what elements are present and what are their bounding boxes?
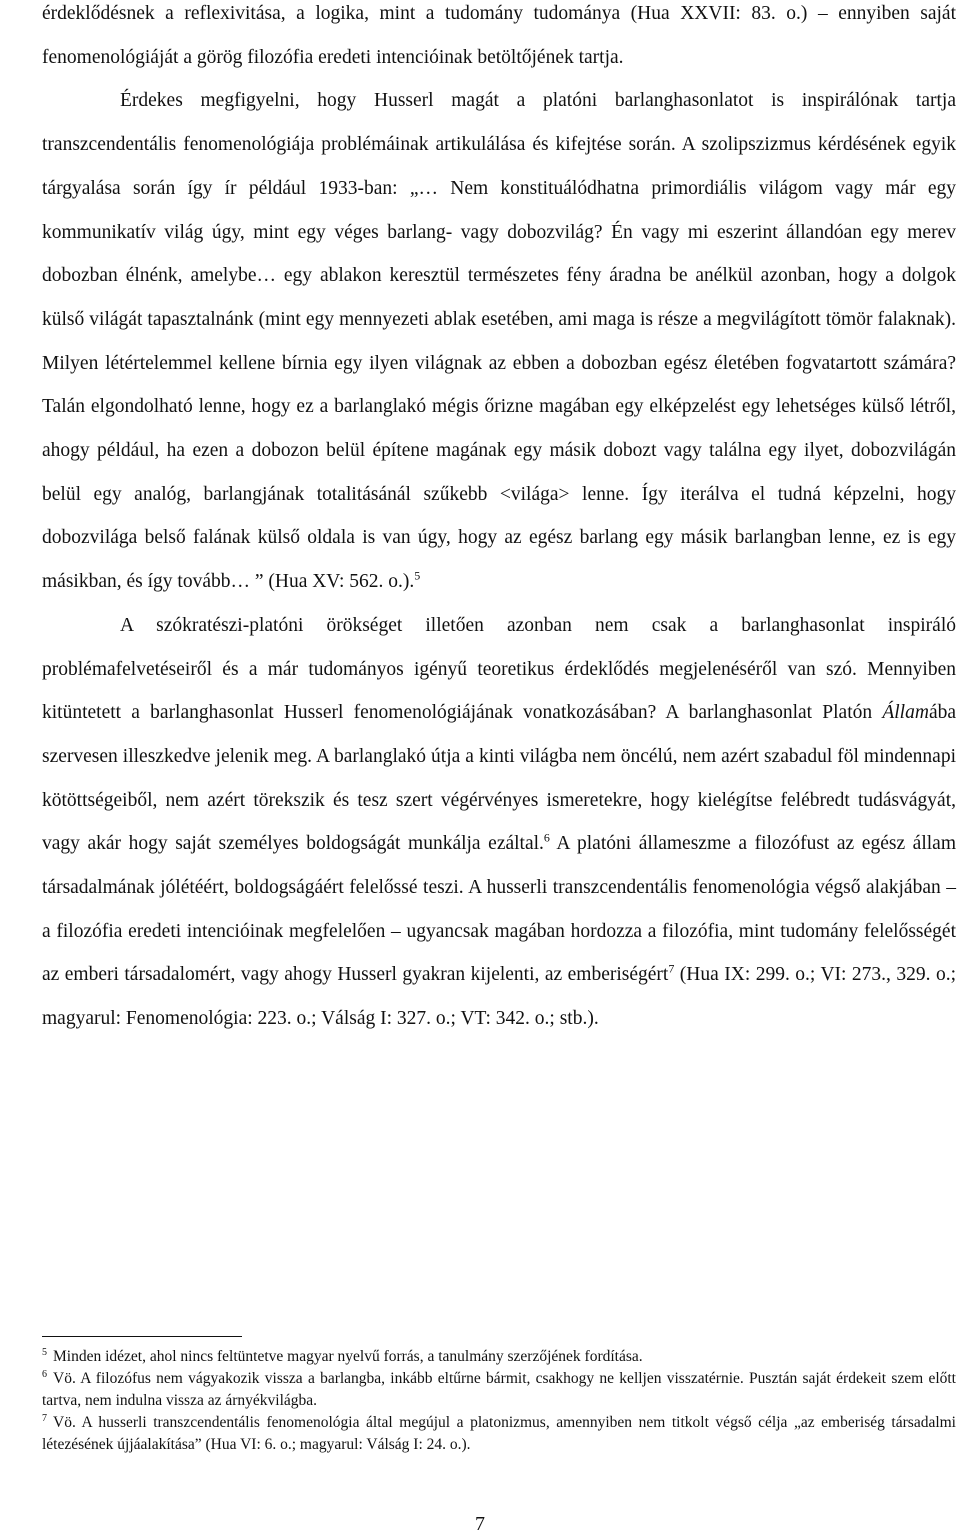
footnote-text: Vö. A husserli transzcendentális fenomenológia által megújul a platonizmus, amennyiben nem titkolt végső célja „az emberiség társadalmi létezésének újjáalakítása” (Hua VI: 6. o.; magyarul: Válság I: 24. o.). bbox=[42, 1414, 956, 1453]
paragraph-socratic-platonic bbox=[42, 604, 956, 1041]
footnotes bbox=[42, 1346, 956, 1456]
footnote-number: 6 bbox=[42, 1368, 47, 1380]
paragraph-text: A szókratészi-platóni örökséget illetően azonban nem csak a barlanghasonlat inspiráló problémafelvetéseiről és a már tudományos igényű teoretikus érdeklődés megjelenéséről van szó. Mennyiben kitüntetett a barlanghasonlat Husserl fenomenológiájának vonatkozásában? A barlanghasonlat Platón bbox=[42, 614, 956, 724]
footnote-ref-6[interactable]: 6 bbox=[543, 830, 550, 845]
footnote-divider bbox=[42, 1336, 242, 1337]
paragraph-text: Érdekes megfigyelni, hogy Husserl magát a platóni barlanghasonlatot is inspirálónak tartja transzcendentális fenomenológiája problémáinak artikulálása és kifejtése során. A szolipszizmus kérdésének egyik tárgyalása során így ír például 1933-ban: „… Nem konstituálódhatna primordiális világom vagy már egy kommunikatív világ úgy, mint egy véges barlang- vagy dobozvilág? Én vagy mi eszerint állandóan egy merev dobozban élnénk, amelybe… egy ablakon keresztül természetes fény áradna be anélkül azonban, hogy a dolgok külső világát tapasztalnánk (mint egy mennyezeti ablak esetében, ami maga is része a megvilágított tömör falaknak). Milyen létértelemmel kellene bírnia egy ilyen világnak az ebben a dobozban egész életében fogvatartott számára? Talán elgondolható lenne, hogy ez a barlanglakó mégis őrizne magában egy elképzelést egy lehetséges külső létről, ahogy például, ha ezen a dobozon belül építene magának egy másik dobozt vagy találna egy ilyet, dobozvilágán belül egy analóg, barlangjának totalitásánál szűkebb <világa> lenne. Így iterálva el tudná képzelni, hogy dobozvilága belső falának külső oldala is van úgy, hogy az egész barlang egy másik barlangban lenne, ez is egy másikban, és így tovább… ” (Hua XV: 562. o.). bbox=[42, 90, 956, 593]
footnote-text: Minden idézet, ahol nincs feltüntetve magyar nyelvű forrás, a tanulmány szerzőjének fordítása. bbox=[53, 1348, 643, 1365]
footnote-5 bbox=[42, 1346, 956, 1368]
footnote-6 bbox=[42, 1368, 956, 1412]
footnote-ref-7[interactable]: 7 bbox=[668, 961, 675, 976]
footnote-7 bbox=[42, 1412, 956, 1456]
paragraph-continuation: érdeklődésnek a reflexivitása, a logika, mint a tudomány tudománya (Hua XXVII: 83. o.) – ennyiben saját fenomenológiáját a görög filozófia eredeti intencióinak betöltőjének tartja. bbox=[42, 3, 956, 68]
footnote-ref-5[interactable]: 5 bbox=[414, 568, 421, 583]
paragraph-husserl-cave bbox=[42, 79, 956, 603]
footnote-number: 5 bbox=[42, 1346, 47, 1358]
paragraph-text: (Hua IX: 299. o.; VI: 273., 329. o.; magyarul: Fenomenológia: 223. o.; Válság I: 327. o.; VT: 342. o.; stb.). bbox=[42, 964, 957, 1030]
italic-title: Állam bbox=[882, 702, 929, 724]
paragraph-text: ába szervesen illeszkedve jelenik meg. A barlanglakó útja a kinti világba nem öncélú, nem azért szabadul föl mindennapi kötöttségeiből, nem azért törekszik és tesz szert végérvényes ismeretekre, hogy kielégítse felébredt tudásvágyát, vagy akár hogy saját személyes boldogságát munkálja ezáltal. bbox=[42, 702, 956, 855]
paragraph-text: A platóni állameszme a filozófust az egész állam társadalmának jólétéért, boldogságáért felelőssé teszi. A husserli transzcendentális fenomenológia végső alakjában – a filozófia eredeti intencióinak megfelelően – ugyancsak magában hordozza a filozófia, mint tudomány felelősségét az emberi társadalomért, vagy ahogy Husserl gyakran kijelenti, az emberiségért bbox=[42, 833, 956, 986]
document-body bbox=[42, 0, 957, 1453]
page-number: 7 bbox=[475, 1513, 485, 1535]
footnote-number: 7 bbox=[42, 1412, 47, 1424]
footnote-text: Vö. A filozófus nem vágyakozik vissza a barlangba, inkább eltűrne bármit, csakhogy ne kelljen visszatérnie. Pusztán saját érdekeit szem előtt tartva, nem indulna vissza az árnyékvilágba. bbox=[42, 1370, 956, 1409]
